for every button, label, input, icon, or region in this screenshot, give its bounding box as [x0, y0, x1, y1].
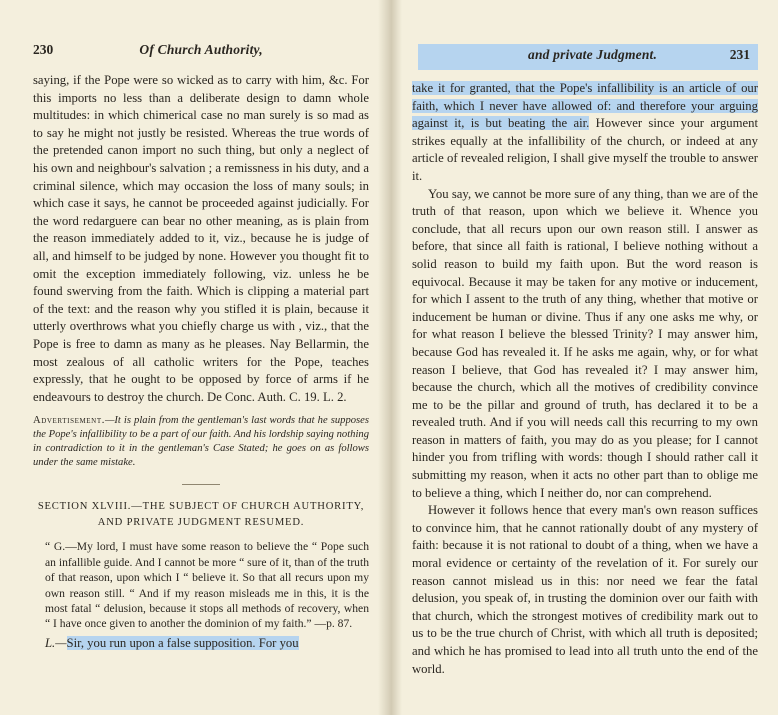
section-heading-line-2: AND PRIVATE JUDGMENT RESUMED.	[97, 517, 305, 529]
right-running-head	[418, 44, 758, 70]
reply-speaker: L.—	[45, 635, 67, 650]
advertisement-text: —It is plain from the gentleman's last words that he supposes the Pope's infallibility to be a part of our faith. And his lordship saying nothing in contradiction to it in the gentleman's Case Stated; he goes on as follows under the same mistake.	[33, 415, 369, 469]
section-heading-line-1: SECTION XLVIII.—THE SUBJECT OF CHURCH AUTHORITY,	[37, 501, 365, 513]
left-main-text-block	[33, 72, 369, 406]
right-paragraph-2: You say, we cannot be more sure of any thing, than we are of the truth of that reason, upon which we believe it. Whence you conclude, that all recurs upon our own reason still. I answer as before, that since all faith is rational, I believe nothing without a solid reason to build my faith upon. But the word reason is equivocal. Because it may be taken for any motive or inducement, for which I assent to the truth of any thing, whether that motive or inducement be human or divine. Thus if any one asks me why, or for what reason I believe the blessed Trinity? I may answer him, because God has revealed it. If he asks me again, why, or for what reason I believe, that God has revealed it? I may answer him, because the church, which all the motives of credibility convince me to be the pillar and ground of truth, has declared it to be a revealed truth. And if you will needs call this recurring to my own reason in matters of faith, you may do as you please; for I cannot hinder you from trifling with words: though I should rather call it submitting my reason, when it acts no other part than to oblige me to believe a thing, which I neither do, nor can comprehend.	[412, 186, 758, 500]
reply-highlighted-text: Sir, you run upon a false supposition. For you	[66, 635, 299, 650]
left-main-paragraph: saying, if the Pope were so wicked as to carry with him, &c. For this imports no less than a deliberate design to damn whole multitudes: in which chimerical case no man surely is so mad as to say he might not justly be resisted. Whereas the true words of the pretended canon import no such thing, but only a neglect of his own and neighbour's salvation ; a remissness in his duty, and a criminal silence, which may occasion the loss of many souls; in which case it says, he cannot be proceeded against judicially. For the word redarguere can bear no other meaning, as is plain from the reason immediately added to it, viz., because he is judge of all, and himself to be judged by none. However you thought fit to omit the exception immediately following, viz. unless he be found swerving from the faith. Which is clipping a material part of the text: and the reason why you stifled it is plain, because it utterly overthrows what you chiefly charge us with , viz., that the Pope is free to damn as many as he pleases. Nay Bellarmin, the most zealous of all catholic writers for the Pope, teaches expressly, that he ought to be opposed by force of arms if he endeavours to destroy the church. De Conc. Auth. C. 19. L. 2.	[33, 73, 369, 404]
right-running-title: and private Judgment.	[528, 47, 658, 62]
right-main-text-block	[412, 80, 758, 678]
section-heading	[33, 499, 369, 531]
right-page-number: 231	[729, 47, 750, 62]
left-running-title: Of Church Authority,	[139, 42, 263, 57]
advertisement-label: Advertisement.	[33, 415, 105, 427]
left-page-number: 230	[33, 42, 54, 57]
highlighted-passage: take it for granted, that the Pope's infallibility is an article of our faith, which I never have allowed of: and therefore your arguing against it, is but beating the air.	[412, 81, 758, 131]
right-page	[389, 0, 778, 715]
quoted-objection: “ G.—My lord, I must have some reason to believe the “ Pope such an infallible guide. And I cannot be more “ sure of it, than of the truth of that reason, upon which I “ believe it. So that all recurs upon my own reason still. “ And if my reason misleads me in this, it is the most fatal “ delusion, because it stops all methods of recovery, when “ I have once given to another the dominion of my faith.” —p. 87.	[45, 540, 369, 631]
right-paragraph-1-rest: However since your argument strikes equally at the infallibility of the church, or indeed at any article of revealed religion, I shall give myself the trouble to answer it.	[412, 116, 759, 183]
reply-line	[33, 635, 369, 652]
right-paragraph-1	[412, 80, 758, 186]
section-divider	[182, 484, 220, 485]
advertisement-note	[33, 414, 369, 470]
left-running-head	[33, 42, 369, 62]
right-paragraph-3: However it follows hence that every man's own reason suffices to convince him, that he cannot rationally doubt of any mystery of faith: because it is not rational to doubt of a thing, when we have a moral evidence or certainty of the revelation of it. For surely our reason cannot mislead us in this: nor need we fear the fatal delusion, you speak of, in trusting the dominion over our faith with that church, which the strongest motives of credibility mark out to us to be the true church of Christ, with which all truth is deposited; and which he has promised to lead into all truth unto the end of the world.	[412, 503, 758, 676]
